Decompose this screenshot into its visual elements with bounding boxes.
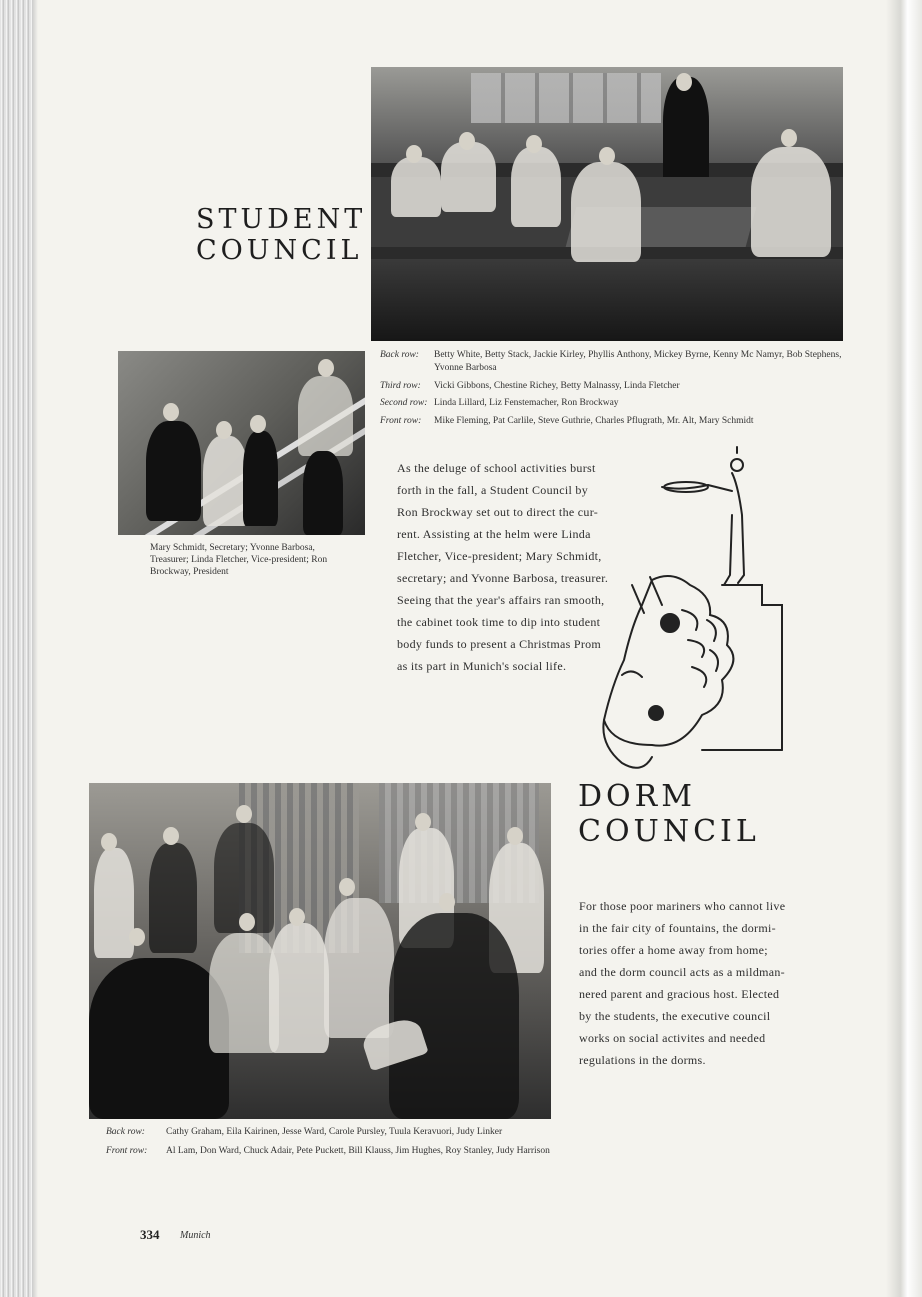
row-names: Linda Lillard, Liz Fenstemacher, Ron Brockway — [434, 398, 619, 409]
body-line: For those poor mariners who cannot live — [579, 899, 786, 913]
name-row — [380, 415, 842, 428]
body-line: as its part in Munich's social life. — [397, 659, 567, 673]
horse-statue-illustration — [592, 445, 792, 780]
body-line: Fletcher, Vice-president; Mary Schmidt, — [397, 549, 602, 563]
title-line1: DORM — [578, 779, 696, 814]
body-line: regulations in the dorms. — [579, 1053, 706, 1067]
body-line: rent. Assisting at the helm were Linda — [397, 527, 591, 541]
title-line2: COUNCIL — [196, 235, 363, 267]
name-row — [380, 397, 842, 410]
dorm-council-body — [579, 895, 819, 1071]
body-line: body funds to present a Christmas Prom — [397, 637, 602, 651]
officers-photo — [118, 351, 365, 535]
row-label: Back row: — [106, 1127, 145, 1137]
row-names: Mike Fleming, Pat Carlile, Steve Guthrie, Charles Pflugrath, Mr. Alt, Mary Schmidt — [434, 416, 754, 427]
body-line: Ron Brockway set out to direct the cur- — [397, 505, 599, 519]
body-line: in the fair city of fountains, the dormi- — [579, 921, 776, 935]
row-label: Front row: — [380, 416, 422, 427]
body-line: works on social activites and needed — [579, 1031, 766, 1045]
row-names: Vicki Gibbons, Chestine Richey, Betty Malnassy, Linda Fletcher — [434, 380, 680, 391]
name-row — [106, 1145, 556, 1158]
body-line: the cabinet took time to dip into student — [397, 615, 601, 629]
row-names: Cathy Graham, Eila Kairinen, Jesse Ward, Carole Pursley, Tuula Keravuori, Judy Linker — [166, 1127, 503, 1137]
dorm-council-names — [106, 1126, 556, 1163]
row-label: Back row: — [380, 350, 419, 360]
row-label: Second row: — [380, 398, 428, 409]
title-line1: STUDENT — [196, 204, 367, 235]
name-row — [380, 380, 842, 393]
body-line: tories offer a home away from home; — [579, 943, 768, 957]
section-name: Munich — [180, 1230, 211, 1241]
body-line: and the dorm council acts as a mildman- — [579, 965, 785, 979]
body-line: nered parent and gracious host. Elected — [579, 987, 780, 1001]
officers-caption: Mary Schmidt, Secretary; Yvonne Barbosa, Treasurer; Linda Fletcher, Vice-president; Ron Brockway, President — [150, 543, 328, 577]
row-label: Front row: — [106, 1145, 148, 1156]
name-row — [380, 349, 842, 375]
body-line: forth in the fall, a Student Council by — [397, 483, 589, 497]
book-binding — [0, 0, 38, 1297]
page-number: 334 — [140, 1227, 160, 1242]
row-names: Al Lam, Don Ward, Chuck Adair, Pete Puckett, Bill Klauss, Jim Hughes, Roy Stanley, Judy Harrison — [166, 1145, 550, 1156]
body-line: by the students, the executive council — [579, 1009, 771, 1023]
title-line2: COUNCIL — [578, 813, 760, 849]
body-line: As the deluge of school activities burst — [397, 461, 596, 475]
dorm-council-title — [578, 780, 760, 849]
row-label: Third row: — [380, 380, 421, 391]
student-council-group-photo — [371, 67, 843, 341]
student-council-names — [380, 349, 842, 433]
dorm-council-group-photo — [89, 783, 551, 1119]
body-line: secretary; and Yvonne Barbosa, treasurer. — [397, 571, 609, 585]
row-names: Betty White, Betty Stack, Jackie Kirley, Phyllis Anthony, Mickey Byrne, Kenny Mc Namyr, Bob Stephens, Yvonne Barbosa — [434, 350, 842, 373]
body-line: Seeing that the year's affairs ran smooth, — [397, 593, 605, 607]
student-council-title — [196, 204, 366, 266]
page-edge — [886, 0, 922, 1297]
name-row — [106, 1126, 556, 1139]
